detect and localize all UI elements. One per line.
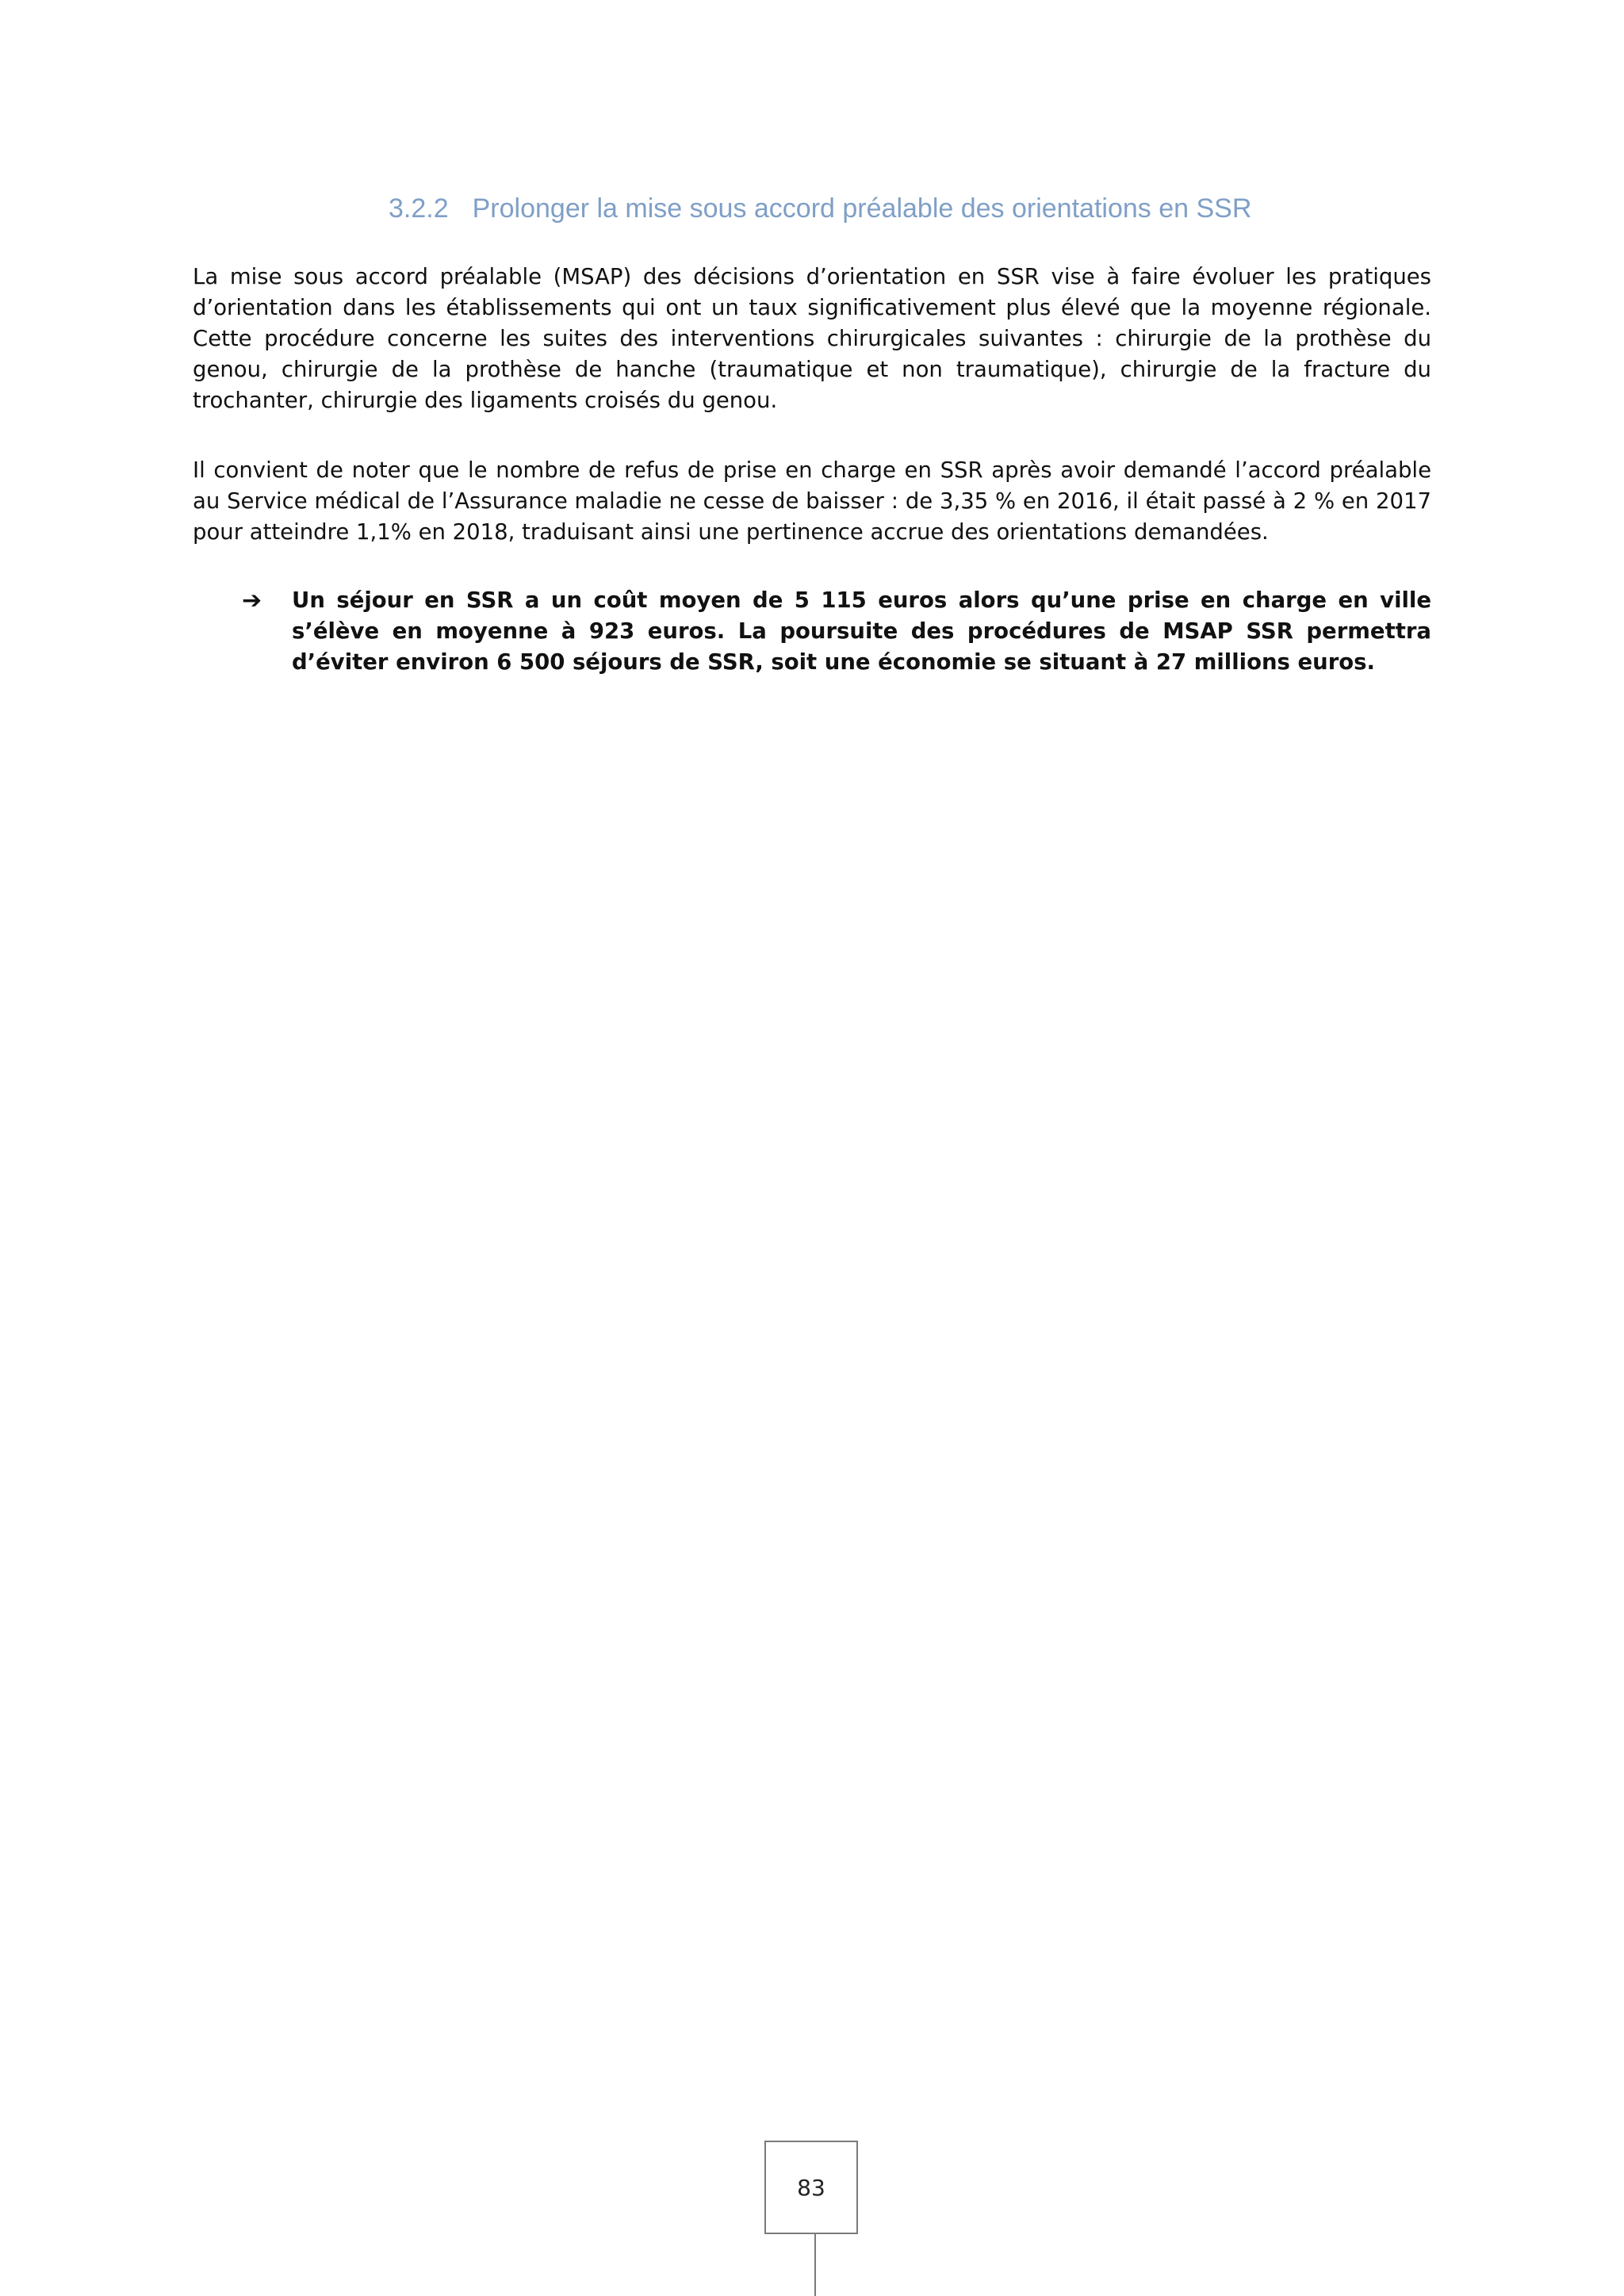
section-number: 3.2.2 [389, 193, 449, 224]
arrow-right-icon: ➔ [242, 587, 262, 614]
paragraph-refusal-rate: Il convient de noter que le nombre de refus de prise en charge en SSR après avoir demandé l’accord préalable au Service médical de l’Assurance maladie ne cesse de baisser : de 3,35 % en 2016, il était passé à 2 % en 2017 pour atteindre 1,1% en 2018, traduisant ainsi une pertinence accrue des orientations demandées. [193, 457, 1431, 545]
highlight-text: Un séjour en SSR a un coût moyen de 5 115 euros alors qu’une prise en charge en ville s’élève en moyenne à 923 euros. La poursuite des procédures de MSAP SSR permettra d’éviter environ 6 500 séjours de SSR, soit une économie se situant à 27 millions euros. [292, 587, 1431, 675]
page-number: 83 [797, 2174, 825, 2201]
section-title: Prolonger la mise sous accord préalable des orientations en SSR [472, 193, 1252, 224]
paragraph-msap-description: La mise sous accord préalable (MSAP) des décisions d’orientation en SSR vise à faire évoluer les pratiques d’orientation dans les établissements qui ont un taux significativement plus élevé que la moyenne régionale. Cette procédure concerne les suites des interventions chirurgicales suivantes : chirurgie de la prothèse du genou, chirurgie de la prothèse de hanche (traumatique et non traumatique), chirurgie de la fracture du trochanter, chirurgie des ligaments croisés du genou. [193, 264, 1431, 413]
section-heading [389, 190, 1499, 227]
page-number-connector-line [814, 2234, 816, 2296]
page-number-box [764, 2141, 858, 2234]
